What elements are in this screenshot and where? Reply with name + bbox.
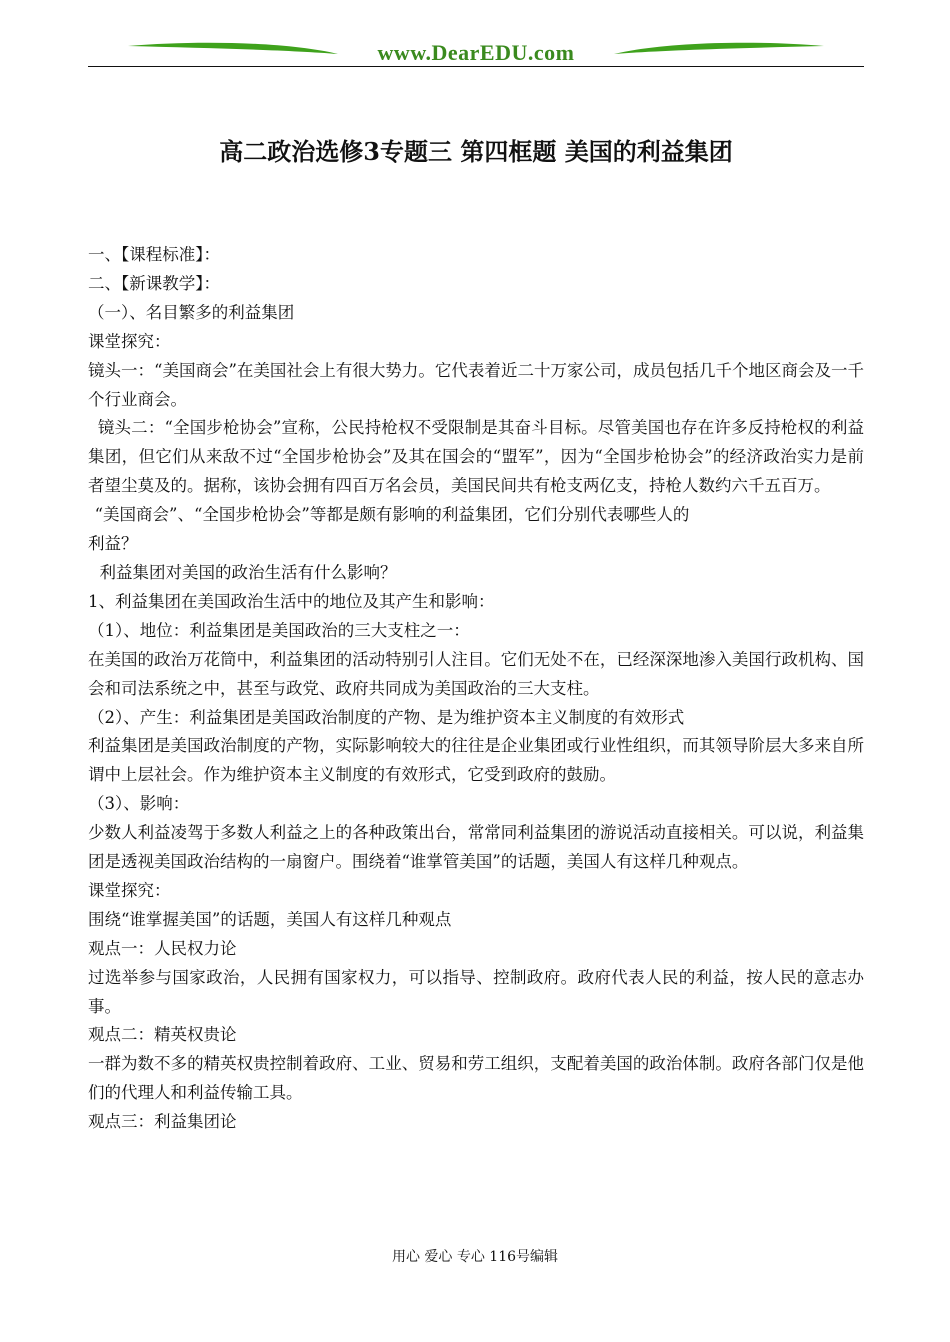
document-title: 高二政治选修3专题三 第四框题 美国的利益集团	[219, 137, 733, 166]
paragraph: “美国商会”、“全国步枪协会”等都是颇有影响的利益集团，它们分别代表哪些人的	[94, 505, 690, 525]
page-footer: 用心 爱心 专心 116号编辑	[391, 1249, 559, 1265]
paragraph: 观点三：利益集团论	[88, 1112, 237, 1132]
header-rule	[88, 66, 864, 67]
paragraph: 利益？	[88, 534, 138, 554]
paragraph: 镜头二：“全国步枪协会”宣称，公民持枪权不受限制是其奋斗目标。尽管美国也存在许多反持枪权的利益集团，但它们从来敌不过“全国步枪协会”及其在国会的“盟军”，因为“全国步枪协会”的经济政治实力是前者望尘莫及的。据称，该协会拥有四百万名会员，美国民间共有枪支两亿支，持枪人数约六千五百万。	[88, 418, 864, 496]
paragraph: 在美国的政治万花筒中，利益集团的活动特别引人注目。它们无处不在，已经深深地渗入美国行政机构、国会和司法系统之中，甚至与政党、政府共同成为美国政治的三大支柱。	[88, 649, 864, 698]
paragraph: （2）、产生：利益集团是美国政治制度的产物、是为维护资本主义制度的有效形式	[88, 707, 685, 727]
paragraph: 少数人利益凌驾于多数人利益之上的各种政策出台，常常同利益集团的游说活动直接相关。可以说，利益集团是透视美国政治结构的一扇窗户。围绕着“谁掌管美国”的话题，美国人有这样几种观点。	[88, 823, 864, 872]
paragraph: 课堂探究：	[88, 880, 171, 900]
paragraph: 利益集团对美国的政治生活有什么影响？	[99, 562, 397, 582]
document-body	[88, 241, 864, 1137]
subsection-heading: （一）、名目繁多的利益集团	[88, 302, 295, 322]
paragraph: 1、利益集团在美国政治生活中的地位及其产生和影响：	[88, 591, 495, 611]
section-heading: 一、【课程标准】：	[88, 245, 220, 264]
paragraph: 观点二：精英权贵论	[88, 1025, 237, 1045]
paragraph: （3）、影响：	[88, 794, 190, 814]
paragraph: （1）、地位：利益集团是美国政治的三大支柱之一：	[88, 620, 470, 640]
site-logo: www.DearEDU.com	[377, 40, 575, 65]
paragraph: 过选举参与国家政治，人民拥有国家权力，可以指导、控制政府。政府代表人民的利益，按人民的意志办事。	[88, 967, 864, 1016]
page-header	[88, 36, 864, 68]
paragraph: 一群为数不多的精英权贵控制着政府、工业、贸易和劳工组织，支配着美国的政治体制。政府各部门仅是他们的代理人和利益传输工具。	[88, 1054, 864, 1103]
paragraph: 利益集团是美国政治制度的产物，实际影响较大的往往是企业集团或行业性组织，而其领导阶层大多来自所谓中上层社会。作为维护资本主义制度的有效形式，它受到政府的鼓励。	[88, 736, 864, 785]
paragraph: 镜头一：“美国商会”在美国社会上有很大势力。它代表着近二十万家公司，成员包括几千个地区商会及一千个行业商会。	[88, 360, 864, 409]
section-heading: 二、【新课教学】：	[88, 273, 220, 293]
paragraph: 课堂探究：	[88, 331, 171, 351]
paragraph: 围绕“谁掌握美国”的话题，美国人有这样几种观点	[88, 909, 452, 929]
paragraph: 观点一：人民权力论	[88, 938, 237, 958]
